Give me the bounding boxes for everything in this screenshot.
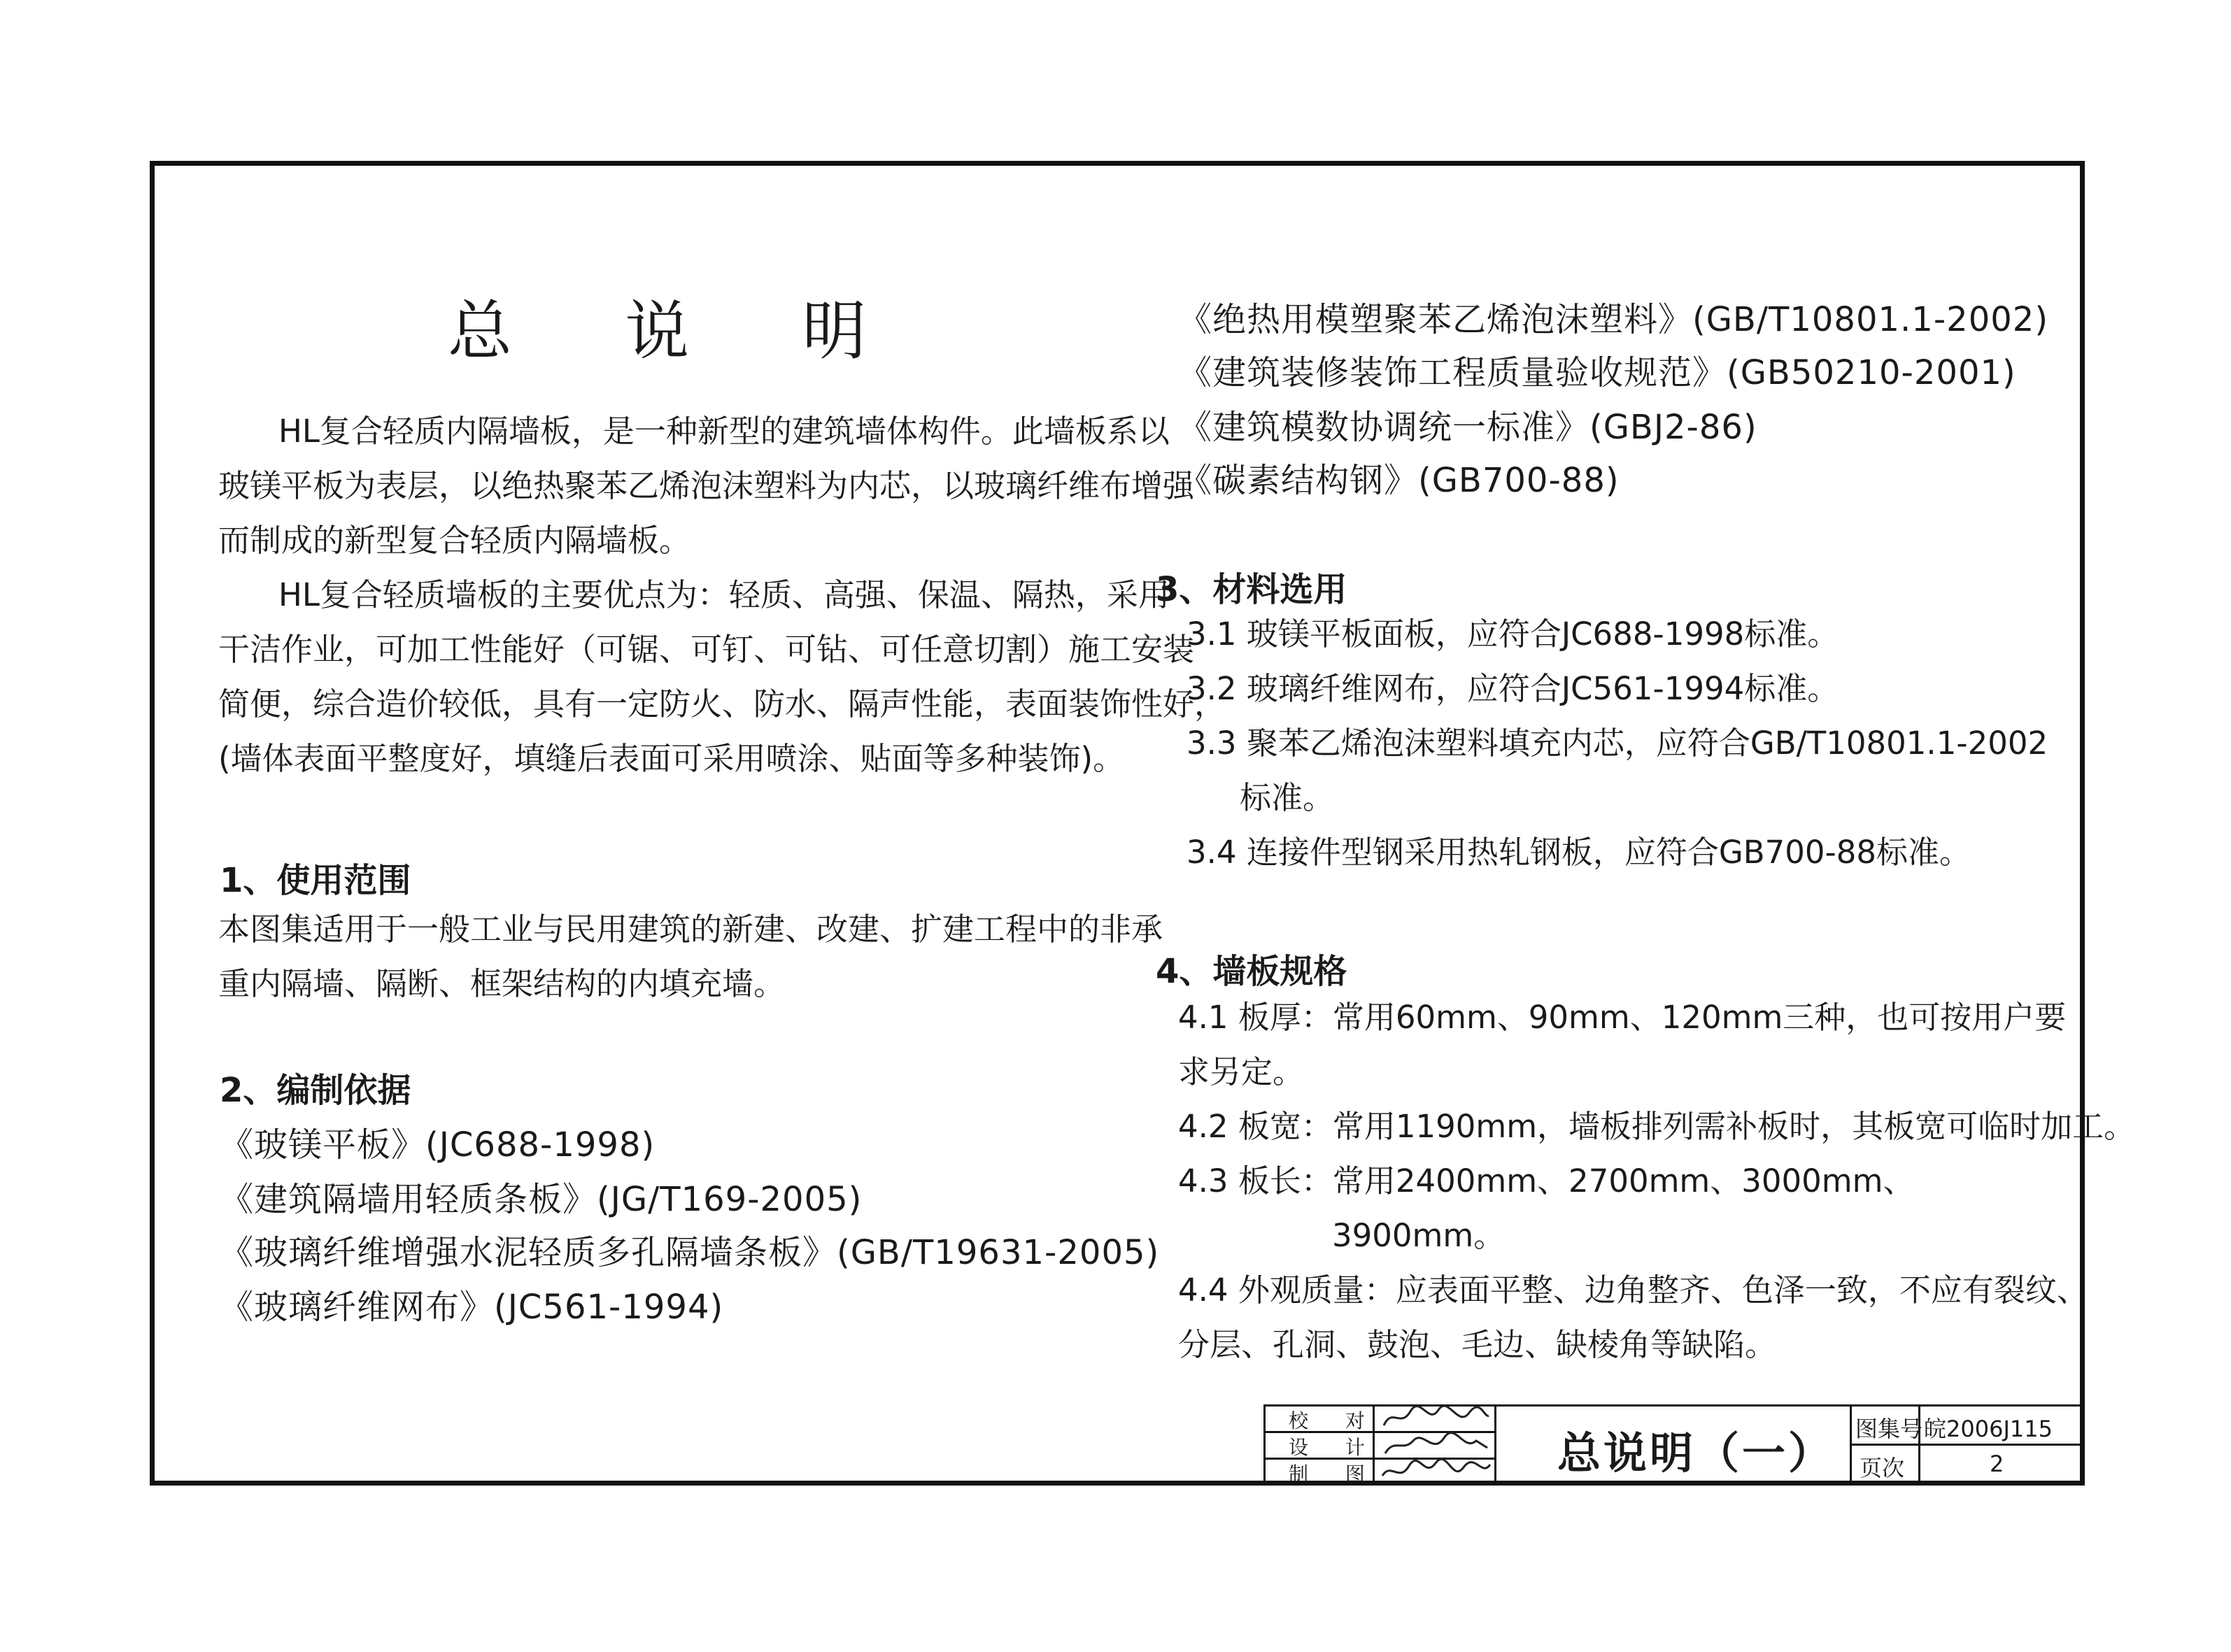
atlas-number-label: 图集号 [1855, 1416, 1923, 1442]
intro-line-6: 简便，综合造价较低，具有一定防火、防水、隔声性能，表面装饰性好， [218, 685, 1226, 722]
section-4-heading: 4、墙板规格 [1156, 952, 1347, 991]
reference-8: 《碳素结构钢》(GB700-88) [1178, 461, 1620, 500]
tb-sign-divider [1494, 1404, 1496, 1486]
reference-5: 《绝热用模塑聚苯乙烯泡沫塑料》(GB/T10801.1-2002) [1178, 300, 2049, 339]
section-3-item-1: 3.1 玻镁平板面板，应符合JC688-1998标准。 [1187, 615, 1839, 653]
reference-7: 《建筑模数协调统一标准》(GBJ2-86) [1178, 408, 1757, 447]
signature-drafter-icon [1380, 1458, 1492, 1486]
role-drafter: 制 图 [1289, 1462, 1380, 1486]
intro-line-5: 干洁作业，可加工性能好（可锯、可钉、可钻、可任意切割）施工安装 [218, 631, 1195, 668]
signature-designer-icon [1380, 1431, 1492, 1459]
section-4-item-4-cont: 分层、孔洞、鼓泡、毛边、缺棱角等缺陷。 [1178, 1326, 1777, 1363]
page-title: 总 说 明 [448, 294, 913, 369]
page-number-value: 2 [1990, 1451, 2004, 1477]
tb-right-mid-line [1850, 1444, 2085, 1446]
section-1-line-1: 本图集适用于一般工业与民用建筑的新建、改建、扩建工程中的非承 [218, 911, 1163, 948]
intro-line-2: 玻镁平板为表层，以绝热聚苯乙烯泡沫塑料为内芯，以玻璃纤维布增强 [218, 467, 1195, 504]
drawing-title: 总说明（一） [1557, 1427, 1835, 1479]
intro-line-4: HL复合轻质墙板的主要优点为：轻质、高强、保温、隔热，采用 [278, 576, 1170, 613]
section-4-item-1: 4.1 板厚：常用60mm、90mm、120mm三种，也可按用户要 [1178, 999, 2067, 1036]
section-4-item-3-cont: 3900mm。 [1332, 1217, 1506, 1254]
section-1-heading: 1、使用范围 [220, 861, 411, 900]
tb-left-line [1263, 1404, 1266, 1486]
title-block [1263, 1404, 2085, 1486]
section-4-item-4: 4.4 外观质量：应表面平整、边角整齐、色泽一致，不应有裂纹、 [1178, 1272, 2088, 1309]
signature-checker-icon [1380, 1404, 1492, 1432]
atlas-number-value: 皖2006J115 [1924, 1416, 2053, 1442]
reference-1: 《玻镁平板》(JC688-1998) [220, 1125, 656, 1165]
section-2-heading: 2、编制依据 [220, 1071, 411, 1110]
section-3-item-3: 3.3 聚苯乙烯泡沫塑料填充内芯，应符合GB/T10801.1-2002 [1187, 725, 2048, 762]
section-4-item-3: 4.3 板长：常用2400mm、2700mm、3000mm、 [1178, 1162, 1915, 1199]
reference-4: 《玻璃纤维网布》(JC561-1994) [220, 1288, 724, 1327]
section-3-item-3-cont: 标准。 [1240, 779, 1335, 816]
section-3-item-4: 3.4 连接件型钢采用热轧钢板，应符合GB700-88标准。 [1187, 834, 1971, 871]
reference-2: 《建筑隔墙用轻质条板》(JG/T169-2005) [220, 1180, 863, 1219]
section-3-heading: 3、材料选用 [1156, 570, 1347, 609]
section-1-line-2: 重内隔墙、隔断、框架结构的内填充墙。 [218, 965, 786, 1002]
page-number-label: 页次 [1860, 1455, 1905, 1481]
intro-line-3: 而制成的新型复合轻质内隔墙板。 [218, 522, 691, 559]
intro-line-7: (墙体表面平整度好，填缝后表面可采用喷涂、贴面等多种装饰)。 [218, 740, 1125, 777]
role-designer: 设 计 [1289, 1436, 1380, 1459]
section-4-item-2: 4.2 板宽：常用1190mm，墙板排列需补板时，其板宽可临时加工。 [1178, 1108, 2136, 1145]
intro-line-1: HL复合轻质内隔墙板，是一种新型的建筑墙体构件。此墙板系以 [278, 413, 1170, 450]
role-checker: 校 对 [1289, 1409, 1380, 1432]
section-3-item-2: 3.2 玻璃纤维网布，应符合JC561-1994标准。 [1187, 670, 1839, 707]
section-4-item-1-cont: 求另定。 [1178, 1053, 1305, 1090]
reference-3: 《玻璃纤维增强水泥轻质多孔隔墙条板》(GB/T19631-2005) [220, 1233, 1160, 1272]
reference-6: 《建筑装修装饰工程质量验收规范》(GB50210-2001) [1178, 353, 2016, 392]
